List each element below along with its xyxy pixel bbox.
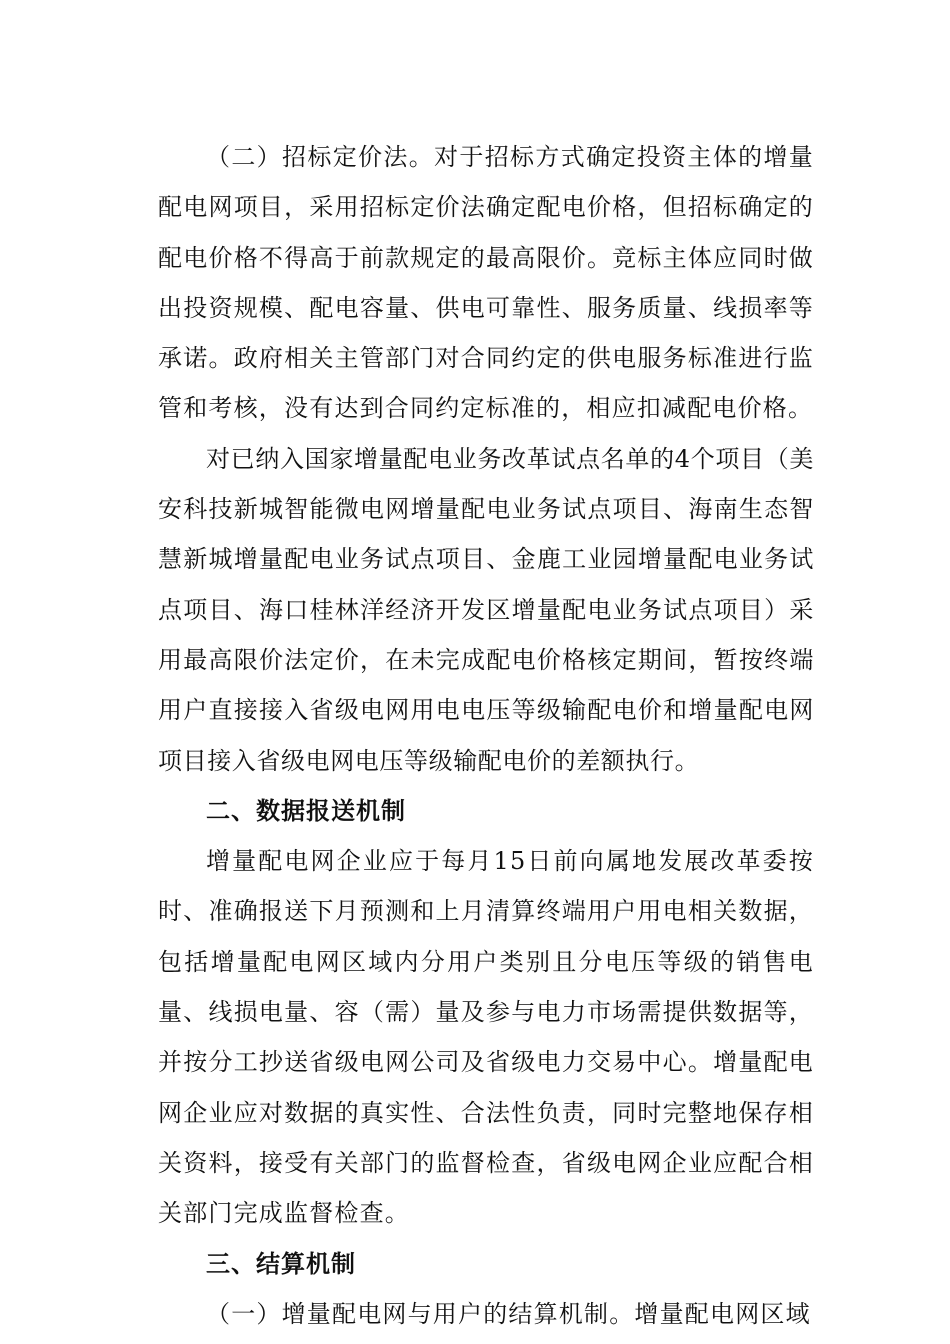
- paragraph-settlement-users: （一）增量配电网与用户的结算机制。增量配电网区域: [206, 1299, 811, 1328]
- document-body: [158, 132, 814, 1339]
- section-heading-settlement: 三、结算机制: [206, 1249, 356, 1278]
- paragraph-data-reporting: 增量配电网企业应于每月15日前向属地发展改革委按时、准确报送下月预测和上月清算终端用户用电相关数据，包括增量配电网区域内分用户类别且分电压等级的销售电量、线损电量、容（需）量及参与电力市场需提供数据等，并按分工抄送省级电网公司及省级电力交易中心。增量配电网企业应对数据的真实性、合法性负责，同时完整地保存相关资料，接受有关部门的监督检查，省级电网企业应配合相关部门完成监督检查。: [158, 847, 814, 1228]
- section-heading-data-reporting: 二、数据报送机制: [206, 796, 406, 825]
- paragraph-bidding-pricing: （二）招标定价法。对于招标方式确定投资主体的增量配电网项目，采用招标定价法确定配电价格，但招标确定的配电价格不得高于前款规定的最高限价。竞标主体应同时做出投资规模、配电容量、供电可靠性、服务质量、线损率等承诺。政府相关主管部门对合同约定的供电服务标准进行监管和考核，没有达到合同约定标准的，相应扣减配电价格。: [158, 143, 814, 423]
- paragraph-pilot-projects: 对已纳入国家增量配电业务改革试点名单的4个项目（美安科技新城智能微电网增量配电业务试点项目、海南生态智慧新城增量配电业务试点项目、金鹿工业园增量配电业务试点项目、海口桂林洋经济开发区增量配电业务试点项目）采用最高限价法定价，在未完成配电价格核定期间，暂按终端用户直接接入省级电网用电电压等级输配电价和增量配电网项目接入省级电网电压等级输配电价的差额执行。: [158, 444, 814, 775]
